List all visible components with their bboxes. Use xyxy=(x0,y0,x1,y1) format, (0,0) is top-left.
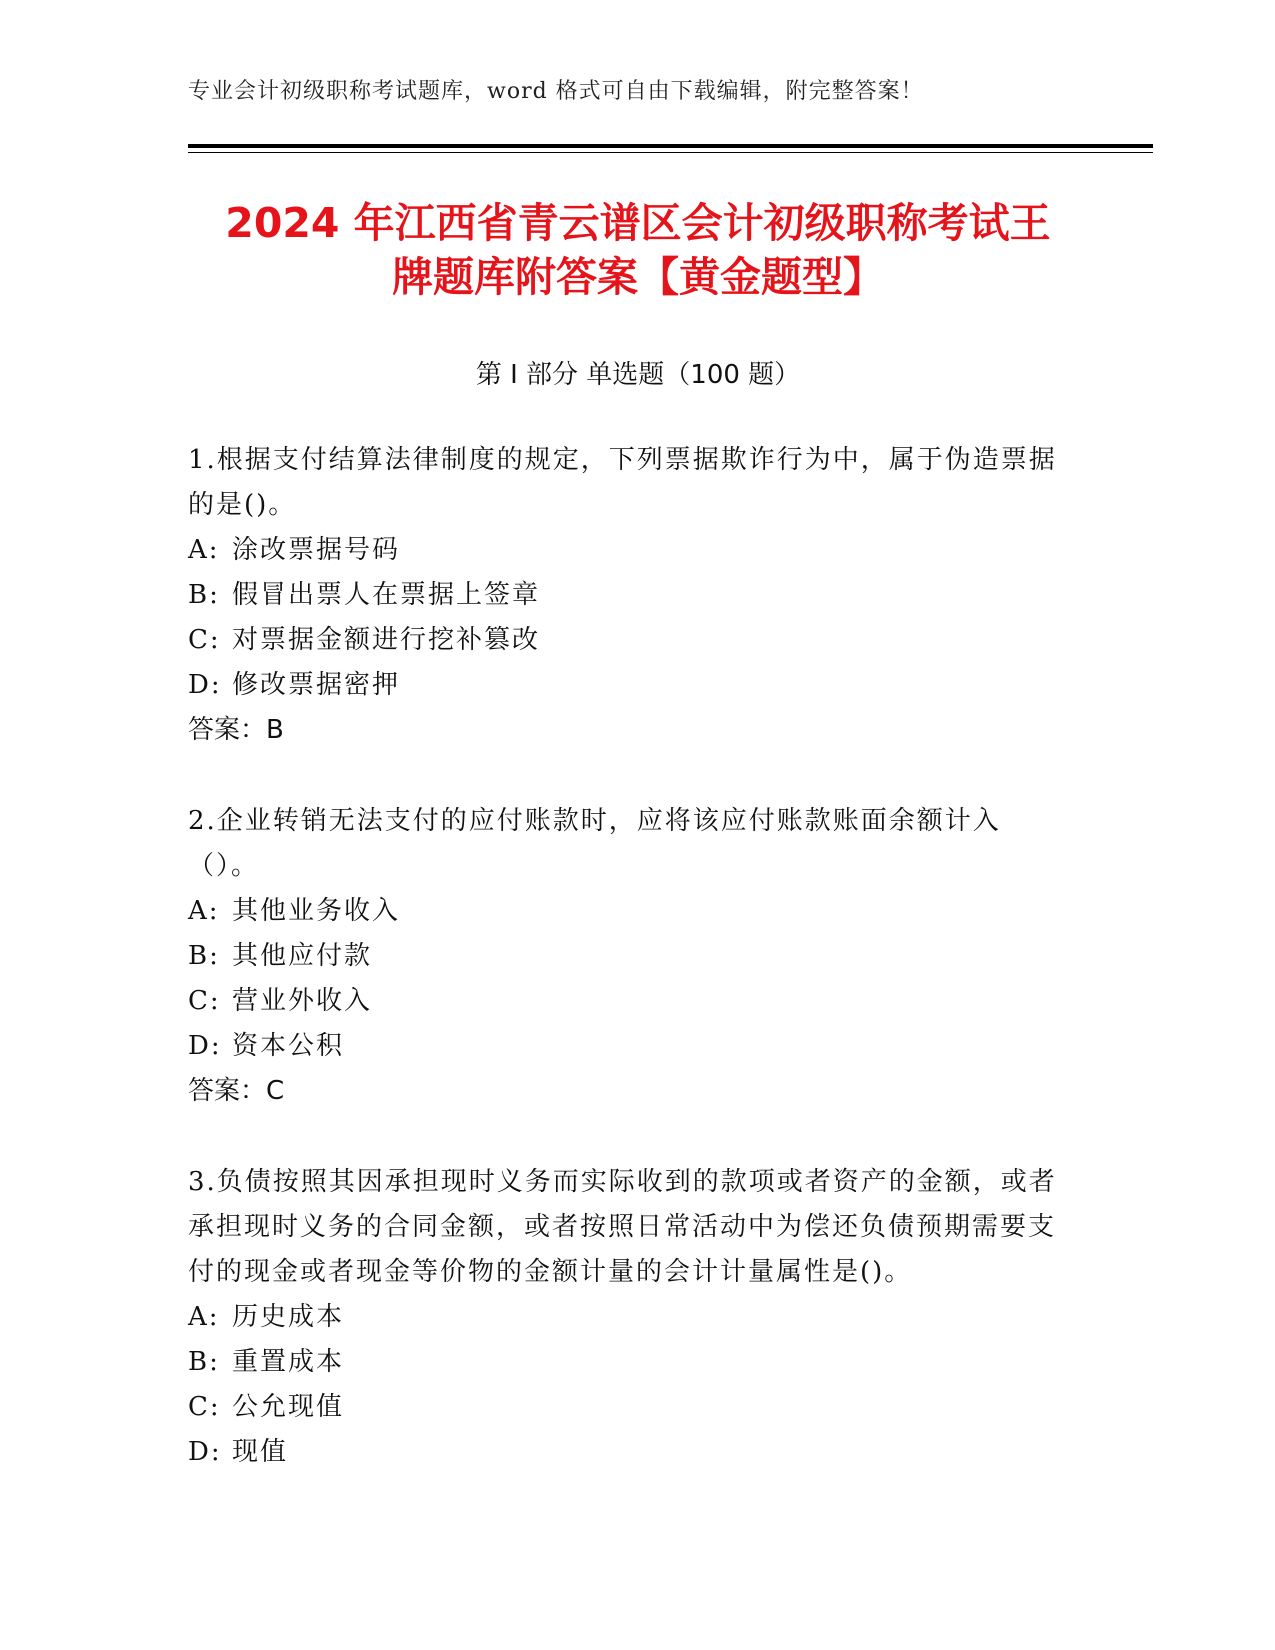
option-key: C: xyxy=(188,1392,221,1422)
option-b xyxy=(188,573,1058,618)
option-c xyxy=(188,1385,1058,1430)
option-d xyxy=(188,1024,1058,1069)
question-1 xyxy=(188,438,1058,753)
option-key: D: xyxy=(188,1437,222,1467)
option-text: 重置成本 xyxy=(232,1347,345,1377)
option-key: C: xyxy=(188,625,221,655)
option-key: B: xyxy=(188,941,220,971)
question-2 xyxy=(188,799,1058,1114)
option-a xyxy=(188,1295,1058,1340)
option-d xyxy=(188,1430,1058,1475)
option-text: 其他业务收入 xyxy=(232,896,401,926)
option-c xyxy=(188,979,1058,1024)
document-title-line-1: 2024 年江西省青云谱区会计初级职称考试王 xyxy=(225,199,1051,247)
option-text: 资本公积 xyxy=(232,1031,345,1061)
option-text: 其他应付款 xyxy=(232,941,373,971)
option-text: 对票据金额进行挖补篡改 xyxy=(232,625,541,655)
option-text: 涂改票据号码 xyxy=(232,535,401,565)
header-note: 专业会计初级职称考试题库，word 格式可自由下载编辑，附完整答案！ xyxy=(188,79,924,104)
option-key: A: xyxy=(188,1302,220,1332)
option-a xyxy=(188,528,1058,573)
option-text: 假冒出票人在票据上签章 xyxy=(232,580,541,610)
option-text: 营业外收入 xyxy=(232,986,373,1016)
option-key: D: xyxy=(188,670,222,700)
document-title-line-2: 牌题库附答案【黄金题型】 xyxy=(392,253,884,301)
option-c xyxy=(188,618,1058,663)
question-text: 1.根据支付结算法律制度的规定，下列票据欺诈行为中，属于伪造票据的是()。 xyxy=(188,445,1057,520)
question-text: 3.负债按照其因承担现时义务而实际收到的款项或者资产的金额，或者承担现时义务的合同金额，或者按照日常活动中为偿还负债预期需要支付的现金或者现金等价物的金额计量的会计计量属性是()。 xyxy=(188,1167,1057,1287)
option-key: A: xyxy=(188,896,220,926)
question-list xyxy=(188,438,1058,1521)
option-key: D: xyxy=(188,1031,222,1061)
option-d xyxy=(188,663,1058,708)
answer-line: 答案：C xyxy=(188,1076,285,1106)
option-text: 公允现值 xyxy=(232,1392,345,1422)
option-key: B: xyxy=(188,1347,220,1377)
question-3 xyxy=(188,1160,1058,1475)
section-heading: 第 I 部分 单选题（100 题） xyxy=(475,360,801,390)
document-title xyxy=(188,196,1088,304)
option-key: B: xyxy=(188,580,220,610)
option-key: C: xyxy=(188,986,221,1016)
answer-line: 答案：B xyxy=(188,715,284,745)
option-b xyxy=(188,1340,1058,1385)
question-text: 2.企业转销无法支付的应付账款时，应将该应付账款账面余额计入（）。 xyxy=(188,806,1001,881)
option-text: 修改票据密押 xyxy=(232,670,401,700)
option-key: A: xyxy=(188,535,220,565)
option-a xyxy=(188,889,1058,934)
option-b xyxy=(188,934,1058,979)
option-text: 现值 xyxy=(232,1437,289,1467)
header-divider-thick xyxy=(188,144,1153,148)
header-divider-thin xyxy=(188,152,1153,153)
option-text: 历史成本 xyxy=(232,1302,345,1332)
